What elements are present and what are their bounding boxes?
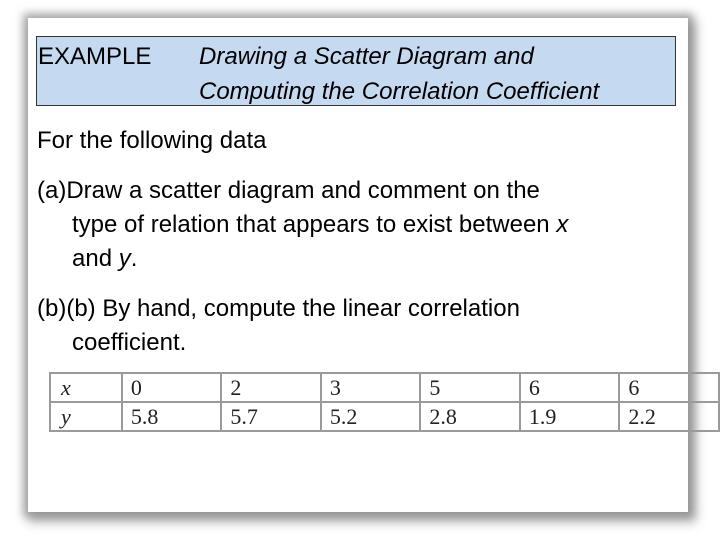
question-a-text-3: and bbox=[72, 245, 119, 272]
question-b-marker: (b) bbox=[37, 295, 67, 322]
question-b-line-2: coefficient. bbox=[72, 329, 187, 356]
intro-text: For the following data bbox=[37, 127, 267, 154]
table-row-label: y bbox=[50, 402, 122, 431]
question-a-line-1 bbox=[37, 174, 568, 208]
question-b-text-1: (b) By hand, compute the linear correlation bbox=[66, 295, 520, 322]
question-b bbox=[37, 292, 520, 360]
table-cell: 6 bbox=[619, 373, 719, 402]
data-table bbox=[49, 372, 720, 432]
title-box bbox=[36, 36, 676, 106]
table-cell: 3 bbox=[321, 373, 421, 402]
question-a bbox=[37, 174, 568, 276]
table-cell: 2.2 bbox=[619, 402, 719, 431]
question-a-period: . bbox=[130, 245, 138, 272]
question-a-line-2 bbox=[37, 208, 568, 242]
variable-y: y bbox=[118, 245, 131, 272]
table-cell: 1.9 bbox=[520, 402, 620, 431]
table-cell: 0 bbox=[122, 373, 222, 402]
variable-x: x bbox=[556, 211, 569, 238]
question-a-text-2: type of relation that appears to exist between bbox=[72, 211, 557, 238]
question-b-line-1 bbox=[37, 292, 520, 326]
table-cell: 5 bbox=[420, 373, 520, 402]
table-cell: 2.8 bbox=[420, 402, 520, 431]
table-row-x bbox=[50, 373, 719, 402]
slide-title bbox=[199, 39, 599, 109]
table-row-y bbox=[50, 402, 719, 431]
data-table-wrapper bbox=[49, 372, 720, 432]
example-label: EXAMPLE bbox=[38, 43, 152, 70]
table-cell: 5.2 bbox=[321, 402, 421, 431]
question-a-marker: (a) bbox=[37, 177, 67, 204]
table-cell: 2 bbox=[221, 373, 321, 402]
question-a-line-3 bbox=[37, 242, 568, 276]
table-row-label: x bbox=[50, 373, 122, 402]
table-cell: 6 bbox=[520, 373, 620, 402]
table-cell: 5.8 bbox=[122, 402, 222, 431]
title-line-2: Computing the Correlation Coefficient bbox=[199, 78, 600, 105]
title-line-1: Drawing a Scatter Diagram and bbox=[199, 43, 534, 70]
question-a-text-1: Draw a scatter diagram and comment on the bbox=[66, 177, 540, 204]
table-cell: 5.7 bbox=[221, 402, 321, 431]
